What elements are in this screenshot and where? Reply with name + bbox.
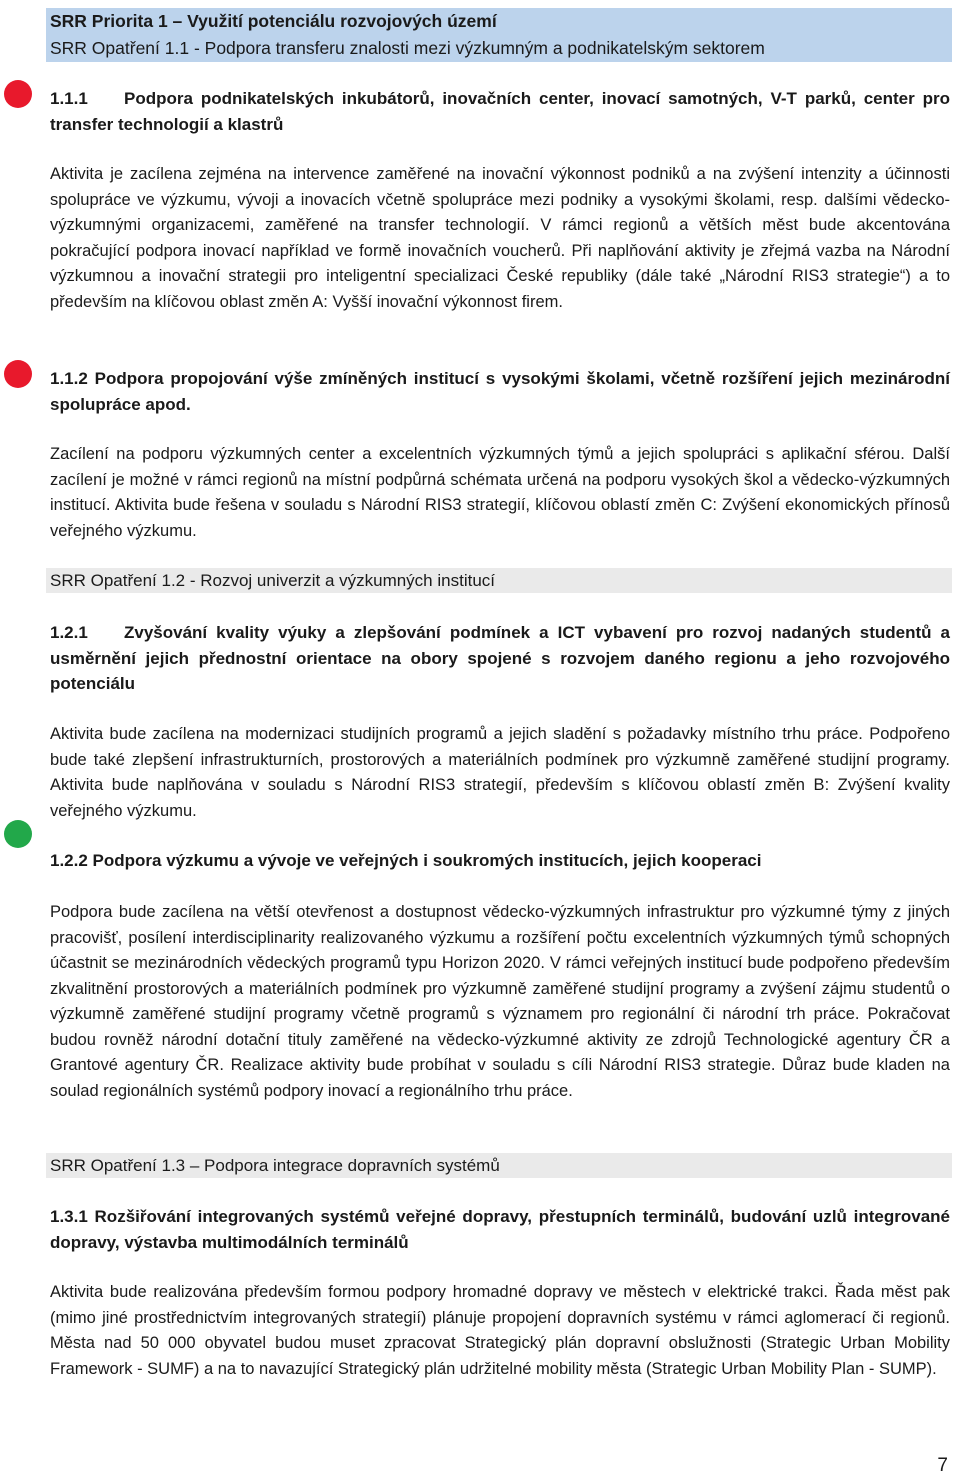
- section-number: 1.2.1: [50, 623, 88, 642]
- section-heading-1-2-2: [50, 848, 950, 874]
- measure-heading-1-3: SRR Opatření 1.3 – Podpora integrace dopravních systémů: [46, 1153, 952, 1178]
- section-title: Podpora výzkumu a vývoje ve veřejných i soukromých institucích, jejich kooperaci: [92, 851, 762, 870]
- section-text-1-3-1: Aktivita bude realizována především formou podpory hromadné dopravy ve městech v elektrické trakci. Řada měst pak (mimo jiné prostřednictvím integrovaných strategií) plánuje propojení dopravních systému v rámci aglomerací či regionů. Města nad 50 000 obyvatel budou muset zpracovat Strategický plán dopravní obslužnosti (Strategic Urban Mobility Framework - SUMF) a na to navazující Strategický plán udržitelné mobility města (Strategic Urban Mobility Plan - SUMP).: [50, 1283, 950, 1378]
- red-status-dot: [4, 80, 32, 108]
- section-title: Podpora propojování výše zmíněných institucí s vysokými školami, včetně rozšíření jejich mezinárodní spolupráce apod.: [50, 369, 950, 414]
- measure-heading-1-2: SRR Opatření 1.2 - Rozvoj univerzit a výzkumných institucí: [46, 568, 952, 593]
- section-text-1-1-2: Zacílení na podporu výzkumných center a excelentních výzkumných týmů a jejich spolupráci s aplikační sférou. Další zacílení je možné v rámci regionů na místní podpůrná schémata určená na podporu vysokých škol a vědecko-výzkumných institucí. Aktivita bude řešena v souladu s Národní RIS3 strategií, klíčovou oblastí změn C: Zvýšení ekonomických přínosů veřejného výzkumu.: [50, 445, 950, 540]
- section-text-1-1-1: Aktivita je zacílena zejména na intervence zaměřené na inovační výkonnost podniků a na zvýšení intenzity a účinnosti spolupráce ve výzkumu, vývoji a inovacích včetně spolupráce mezi podniky a vysokými školami, resp. dalšími vědecko-výzkumnými organizacemi, zaměřené na transfer technologií. V rámci regionů a větších měst bude akcentována pokračující podpora inovací například ve formě inovačních voucherů. Při naplňování aktivity je zřejmá vazba na Národní výzkumnou a inovační strategii pro inteligentní specializaci České republiky (dále také „Národní RIS3 strategie“) a to především na klíčovou oblast změn A: Vyšší inovační výkonnost firem.: [50, 165, 950, 311]
- section-heading-1-2-1: [50, 620, 950, 697]
- red-status-dot: [4, 360, 32, 388]
- section-heading-1-1-2: [50, 366, 950, 417]
- section-number: 1.2.2: [50, 851, 88, 870]
- section-number: 1.3.1: [50, 1207, 88, 1226]
- section-text-1-2-1: Aktivita bude zacílena na modernizaci studijních programů a jejich sladění s požadavky místního trhu práce. Podpořeno bude také zlepšení infrastrukturních, prostorových a materiálních podmínek pro výzkumně zaměřené studijní programy. Aktivita bude naplňována v souladu s Národní RIS3 strategií, především s klíčovou oblastí změn B: Zvýšení kvality veřejného výzkumu.: [50, 725, 950, 820]
- section-text-1-2-2: Podpora bude zacílena na větší otevřenost a dostupnost vědecko-výzkumných infrastruktur pro výzkumné týmy z jiných pracovišť, posílení interdisciplinarity realizovaného výzkumu a rozšíření počtu excelentních výzkumných týmů schopných účastnit se mezinárodních vědeckých programů typu Horizon 2020. V rámci veřejných institucí bude podpořeno především zkvalitnění prostorových a materiálních podmínek pro výzkumně zaměřené studijní programy a zvýšení zájmu studentů o výzkumně zaměřené studijní programy včetně programů s významem pro regionální či národní trh práce. Pokračovat budou rovněž národní dotační tituly zaměřené na vědecko-výzkumné aktivity ze zdrojů Technologické agentury ČR a Grantové agentury ČR. Realizace aktivity bude probíhat v souladu s cíli Národní RIS3 strategie. Důraz bude kladen na soulad regionálních systémů podpory inovací a regionálního trhu práce.: [50, 903, 950, 1100]
- section-number: 1.1.1: [50, 89, 88, 108]
- green-status-dot: [4, 820, 32, 848]
- section-title: Rozšiřování integrovaných systémů veřejné dopravy, přestupních terminálů, budování uzlů integrované dopravy, výstavba multimodálních terminálů: [50, 1207, 950, 1252]
- measure-heading-1-1: SRR Opatření 1.1 - Podpora transferu znalosti mezi výzkumným a podnikatelským sektorem: [46, 35, 952, 62]
- section-title: Zvyšování kvality výuky a zlepšování podmínek a ICT vybavení pro rozvoj nadaných studentů a usměrnění jejich přednostní orientace na obory spojené s rozvojem daného regionu a jeho rozvojového potenciálu: [50, 623, 950, 693]
- section-heading-1-1-1: [50, 86, 950, 137]
- section-number: 1.1.2: [50, 369, 88, 388]
- section-heading-1-3-1: [50, 1204, 950, 1255]
- page-number: 7: [937, 1455, 948, 1476]
- priority-title: SRR Priorita 1 – Využití potenciálu rozvojových území: [46, 8, 952, 35]
- section-title: Podpora podnikatelských inkubátorů, inovačních center, inovací samotných, V-T parků, center pro transfer technologií a klastrů: [50, 89, 950, 134]
